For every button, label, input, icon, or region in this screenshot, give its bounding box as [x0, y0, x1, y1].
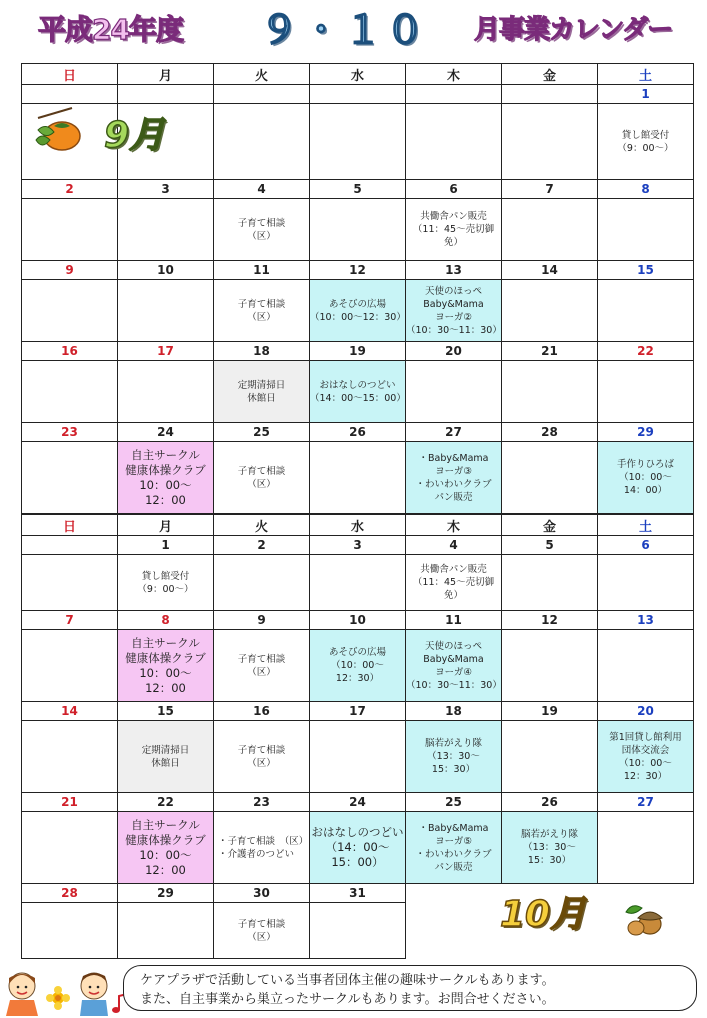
day-cell	[22, 721, 118, 793]
day-number	[22, 536, 118, 555]
day-number: 9	[214, 611, 310, 630]
day-number: 1	[598, 85, 694, 104]
day-cell	[22, 361, 118, 423]
day-number: 6	[406, 180, 502, 199]
day-cell	[118, 199, 214, 261]
event-cell	[214, 812, 310, 884]
day-cell	[22, 280, 118, 342]
day-cell	[310, 442, 406, 514]
notice-line-1: ケアプラザで活動している当事者団体主催の趣味サークルもあります。	[140, 973, 555, 988]
event-cell	[502, 812, 598, 884]
day-number: 11	[214, 261, 310, 280]
day-number: 15	[118, 702, 214, 721]
event-cell	[406, 280, 502, 342]
event-line: （区）	[247, 931, 276, 943]
event-line: 健康体操クラブ	[125, 462, 206, 477]
weekday-header: 水	[310, 64, 406, 85]
day-number: 25	[214, 423, 310, 442]
event-line: 15：00）	[331, 855, 384, 869]
day-number: 20	[598, 702, 694, 721]
kids-illustration	[2, 966, 140, 1016]
day-cell	[598, 199, 694, 261]
day-number: 29	[598, 423, 694, 442]
event-line: 10：00～	[139, 665, 192, 680]
event-line: 10：00～	[139, 477, 192, 492]
event-line: （9：00～）	[617, 142, 674, 154]
day-number: 8	[598, 180, 694, 199]
day-number	[22, 85, 118, 104]
day-cell	[310, 903, 406, 959]
weekday-header: 火	[214, 515, 310, 536]
event-line: 健康体操クラブ	[125, 832, 206, 847]
weekday-header: 金	[502, 64, 598, 85]
day-number: 13	[598, 611, 694, 630]
event-line: 定期清掃日	[141, 744, 190, 756]
event-cell	[214, 442, 310, 514]
day-cell	[598, 280, 694, 342]
event-line: ヨーガ⑤	[435, 835, 472, 847]
event-line: パン販売	[434, 861, 473, 873]
day-cell	[310, 555, 406, 611]
event-cell	[214, 361, 310, 423]
event-cell	[598, 104, 694, 180]
event-line: 自主サークル	[131, 447, 200, 462]
day-number: 5	[310, 180, 406, 199]
day-number: 23	[214, 793, 310, 812]
event-line: （11：45～売切御免）	[412, 577, 495, 601]
event-line: 子育て相談	[237, 465, 286, 477]
event-cell	[598, 721, 694, 793]
day-cell	[502, 630, 598, 702]
day-cell	[22, 903, 118, 959]
event-line: 子育て相談	[237, 744, 286, 756]
title-months: ９・１０	[260, 8, 429, 52]
event-cell	[406, 812, 502, 884]
title-year: 平成24年度	[38, 13, 183, 46]
day-cell	[310, 104, 406, 180]
day-number: 14	[502, 261, 598, 280]
day-cell	[118, 361, 214, 423]
event-line: 休館日	[247, 392, 276, 404]
event-line: 貸し館受付	[141, 570, 190, 582]
day-cell	[502, 280, 598, 342]
event-line: （区）	[247, 230, 276, 242]
event-line: ・介護者のつどい	[218, 848, 295, 860]
day-number: 23	[22, 423, 118, 442]
day-number: 2	[214, 536, 310, 555]
day-number: 27	[406, 423, 502, 442]
event-cell	[406, 555, 502, 611]
day-cell	[310, 721, 406, 793]
weekday-header: 木	[406, 64, 502, 85]
event-line: （区）	[247, 757, 276, 769]
weekday-header: 月	[118, 515, 214, 536]
day-cell	[22, 812, 118, 884]
weekday-header: 土	[598, 515, 694, 536]
event-cell	[310, 630, 406, 702]
day-number	[406, 85, 502, 104]
acorn-icon	[620, 898, 668, 938]
event-line: 12：30）	[623, 770, 668, 782]
october-label: 10月	[500, 894, 587, 935]
event-line: （10：00～	[331, 660, 384, 671]
day-number: 9	[22, 261, 118, 280]
event-line: （区）	[247, 478, 276, 490]
day-cell	[502, 361, 598, 423]
day-cell	[598, 812, 694, 884]
weekday-header: 土	[598, 64, 694, 85]
child-girl-icon	[6, 973, 38, 1016]
event-cell	[118, 721, 214, 793]
event-line: 脳若がえり隊	[520, 829, 578, 840]
event-line: （10：00～12：30）	[310, 311, 406, 323]
event-line: 子育て相談	[237, 298, 286, 310]
day-number: 28	[22, 884, 118, 903]
event-line: 共働舎パン販売	[420, 211, 487, 222]
day-number: 18	[406, 702, 502, 721]
event-line: 子育て相談	[237, 918, 286, 930]
event-line: （10：00～	[619, 757, 672, 769]
weekday-header: 日	[22, 515, 118, 536]
event-line: ・わいわいクラブ	[415, 848, 492, 860]
event-cell	[598, 442, 694, 514]
weekday-header: 月	[118, 64, 214, 85]
day-number: 28	[502, 423, 598, 442]
event-cell	[406, 199, 502, 261]
day-number: 15	[598, 261, 694, 280]
october-calendar	[21, 514, 694, 959]
event-line: 天使のほっぺ	[424, 640, 482, 652]
day-number: 1	[118, 536, 214, 555]
event-cell	[406, 442, 502, 514]
event-line: 12：00	[145, 492, 186, 507]
day-number: 2	[22, 180, 118, 199]
event-line: 貸し館受付	[621, 129, 670, 141]
event-line: 休館日	[151, 757, 180, 769]
event-line: 定期清掃日	[237, 379, 286, 391]
event-line: ・Baby&Mama	[418, 452, 489, 464]
event-cell	[118, 442, 214, 514]
day-number: 26	[310, 423, 406, 442]
weekday-header: 木	[406, 515, 502, 536]
day-number: 4	[406, 536, 502, 555]
day-number: 17	[118, 342, 214, 361]
day-number: 21	[502, 342, 598, 361]
event-cell	[118, 555, 214, 611]
title-subtitle: 月事業カレンダー	[474, 15, 673, 45]
event-line: 天使のほっぺ	[424, 285, 482, 297]
event-line: 第1回貸し館利用	[609, 731, 682, 743]
day-number: 24	[310, 793, 406, 812]
persimmon-icon	[32, 104, 87, 154]
event-line: ヨーガ②	[435, 311, 472, 323]
event-cell	[118, 630, 214, 702]
day-number: 24	[118, 423, 214, 442]
day-number: 16	[22, 342, 118, 361]
day-number: 10	[310, 611, 406, 630]
day-number: 4	[214, 180, 310, 199]
event-line: 12：00	[145, 862, 186, 877]
weekday-header: 日	[22, 64, 118, 85]
event-line: 手作りひろば	[616, 459, 674, 470]
event-line: おはなしのつどい	[319, 379, 396, 391]
day-number: 21	[22, 793, 118, 812]
day-number: 7	[502, 180, 598, 199]
page-title	[0, 8, 707, 52]
day-number: 22	[118, 793, 214, 812]
event-cell	[214, 199, 310, 261]
event-line: （区）	[247, 311, 276, 323]
event-cell	[214, 903, 310, 959]
day-number: 25	[406, 793, 502, 812]
day-number: 29	[118, 884, 214, 903]
day-number: 11	[406, 611, 502, 630]
event-line: （10：00～	[619, 472, 672, 483]
event-line: （10：30～11：30）	[406, 679, 502, 691]
weekday-header: 水	[310, 515, 406, 536]
weekday-header: 火	[214, 64, 310, 85]
event-cell	[214, 280, 310, 342]
event-line: （11：45～売切御免）	[412, 224, 495, 248]
event-line: 自主サークル	[131, 635, 200, 650]
day-cell	[502, 555, 598, 611]
september-label: 9月	[104, 115, 166, 156]
event-line: ・子育て相談 （区）	[218, 835, 309, 847]
day-number: 20	[406, 342, 502, 361]
day-number: 31	[310, 884, 406, 903]
event-cell	[214, 630, 310, 702]
day-cell	[406, 361, 502, 423]
event-line: おはなしのつどい	[311, 825, 404, 839]
event-line: 10：00～	[139, 847, 192, 862]
day-number: 7	[22, 611, 118, 630]
event-line: 12：00	[145, 680, 186, 695]
event-line: あそびの広場	[328, 647, 386, 658]
event-line: 団体交流会	[621, 744, 670, 756]
event-cell	[310, 280, 406, 342]
event-line: 15：30）	[527, 855, 572, 866]
day-number	[502, 85, 598, 104]
event-line: Baby&Mama	[423, 653, 484, 665]
day-number: 3	[310, 536, 406, 555]
day-number: 12	[310, 261, 406, 280]
event-line: パン販売	[434, 491, 473, 503]
event-cell	[310, 812, 406, 884]
event-cell	[310, 361, 406, 423]
event-cell	[118, 812, 214, 884]
event-line: Baby&Mama	[423, 298, 484, 310]
event-line: （13：30～	[427, 751, 480, 762]
day-number	[310, 85, 406, 104]
day-cell	[502, 721, 598, 793]
event-line: ・Baby&Mama	[418, 822, 489, 834]
day-cell	[598, 555, 694, 611]
day-cell	[214, 104, 310, 180]
child-boy-icon	[80, 973, 108, 1016]
day-number	[214, 85, 310, 104]
day-cell	[214, 555, 310, 611]
weekday-header: 金	[502, 515, 598, 536]
event-line: 12：30）	[335, 673, 380, 684]
flower-icon	[46, 986, 70, 1010]
day-cell	[22, 630, 118, 702]
event-line: （14：00～15：00）	[310, 392, 406, 404]
event-line: （9：00～）	[137, 583, 194, 595]
day-number: 14	[22, 702, 118, 721]
day-number: 13	[406, 261, 502, 280]
notice-line-2: また、自主事業から巣立ったサークルもあります。お問合せください。	[140, 992, 555, 1007]
event-line: ・わいわいクラブ	[415, 478, 492, 490]
day-number: 3	[118, 180, 214, 199]
day-cell	[310, 199, 406, 261]
event-line: 子育て相談	[237, 217, 286, 229]
event-line: ヨーガ④	[435, 666, 472, 678]
event-line: （13：30～	[523, 842, 576, 853]
day-number: 12	[502, 611, 598, 630]
event-line: 健康体操クラブ	[125, 650, 206, 665]
event-line: 子育て相談	[237, 653, 286, 665]
day-number: 22	[598, 342, 694, 361]
day-number: 10	[118, 261, 214, 280]
event-line: 共働舎パン販売	[420, 564, 487, 575]
event-line: 14：00）	[623, 485, 668, 496]
day-number: 26	[502, 793, 598, 812]
event-line: ヨーガ③	[435, 465, 472, 477]
day-number: 6	[598, 536, 694, 555]
day-cell	[502, 442, 598, 514]
event-cell	[214, 721, 310, 793]
day-number: 17	[310, 702, 406, 721]
event-line: 15：30）	[431, 764, 476, 775]
notice-box	[123, 965, 697, 1011]
day-cell	[598, 630, 694, 702]
day-cell	[406, 104, 502, 180]
day-cell	[118, 280, 214, 342]
day-number: 27	[598, 793, 694, 812]
event-line: （区）	[247, 666, 276, 678]
event-cell	[406, 721, 502, 793]
day-cell	[118, 903, 214, 959]
day-number: 19	[502, 702, 598, 721]
day-cell	[502, 104, 598, 180]
day-number: 5	[502, 536, 598, 555]
event-line: （10：30～11：30）	[406, 324, 502, 336]
day-number	[118, 85, 214, 104]
day-number: 16	[214, 702, 310, 721]
event-line: あそびの広場	[328, 298, 386, 310]
day-number: 8	[118, 611, 214, 630]
day-number: 19	[310, 342, 406, 361]
event-line: （14：00～	[325, 840, 390, 854]
event-line: 自主サークル	[131, 817, 200, 832]
day-cell	[502, 199, 598, 261]
day-number: 18	[214, 342, 310, 361]
day-cell	[22, 442, 118, 514]
day-cell	[22, 555, 118, 611]
event-line: 脳若がえり隊	[424, 738, 482, 749]
day-number: 30	[214, 884, 310, 903]
event-cell	[406, 630, 502, 702]
day-cell	[598, 361, 694, 423]
day-cell	[22, 199, 118, 261]
